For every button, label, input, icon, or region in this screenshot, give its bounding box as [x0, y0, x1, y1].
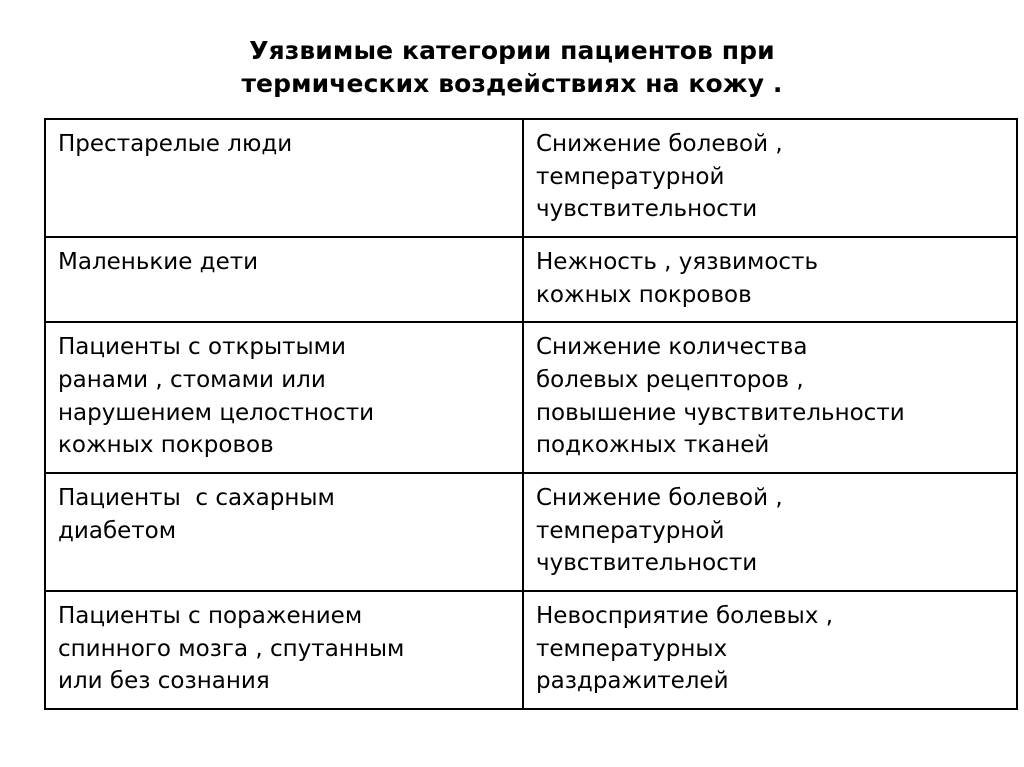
table-cell-description — [523, 119, 1017, 237]
page-title-line-2: термических воздействиях на кожу . — [241, 69, 783, 98]
cell-line: болевых рецепторов , — [536, 366, 804, 393]
table-row — [45, 473, 1017, 591]
cell-line: Снижение болевой , — [536, 131, 783, 157]
cell-line: раздражителей — [536, 668, 729, 695]
table-row — [45, 322, 1017, 473]
table-cell-category — [45, 473, 523, 591]
table-row — [45, 591, 1017, 709]
table-row — [45, 237, 1017, 322]
cell-line: Снижение болевой , — [536, 484, 783, 511]
table-cell-category — [45, 322, 523, 473]
cell-line: Пациенты с поражением — [58, 602, 363, 629]
cell-line: Пациенты с сахарным — [58, 484, 335, 511]
cell-line: Престарелые люди — [58, 131, 293, 157]
cell-line: чувствительности — [536, 196, 758, 223]
page-title-line-1: Уязвимые категории пациентов при — [249, 36, 775, 65]
table-cell-category — [45, 591, 523, 709]
vulnerable-categories-table — [44, 118, 1018, 710]
cell-line: Пациенты с открытыми — [58, 334, 346, 361]
cell-line: диабетом — [58, 517, 177, 544]
cell-line: температурных — [536, 635, 728, 662]
cell-line: Невосприятие болевых , — [536, 602, 834, 629]
cell-line: температурной — [536, 163, 725, 190]
table-cell-description — [523, 237, 1017, 322]
cell-line: нарушением целостности — [58, 399, 375, 426]
cell-line: подкожных тканей — [536, 432, 770, 459]
table-cell-description — [523, 591, 1017, 709]
cell-line: кожных покровов — [58, 432, 274, 459]
cell-line: Снижение количества — [536, 334, 808, 361]
table-cell-category — [45, 237, 523, 322]
cell-line: или без сознания — [58, 668, 270, 695]
cell-line: повышение чувствительности — [536, 399, 905, 426]
cell-line: Маленькие дети — [58, 248, 259, 275]
table-cell-description — [523, 473, 1017, 591]
table-cell-description — [523, 322, 1017, 473]
cell-line: спинного мозга , спутанным — [58, 635, 405, 662]
cell-line: чувствительности — [536, 550, 758, 577]
cell-line: температурной — [536, 517, 725, 544]
table-row — [45, 119, 1017, 237]
cell-line: кожных покровов — [536, 281, 752, 308]
table-cell-category — [45, 119, 523, 237]
page-title — [110, 34, 915, 100]
cell-line: ранами , стомами или — [58, 366, 326, 393]
cell-line: Нежность , уязвимость — [536, 248, 819, 275]
